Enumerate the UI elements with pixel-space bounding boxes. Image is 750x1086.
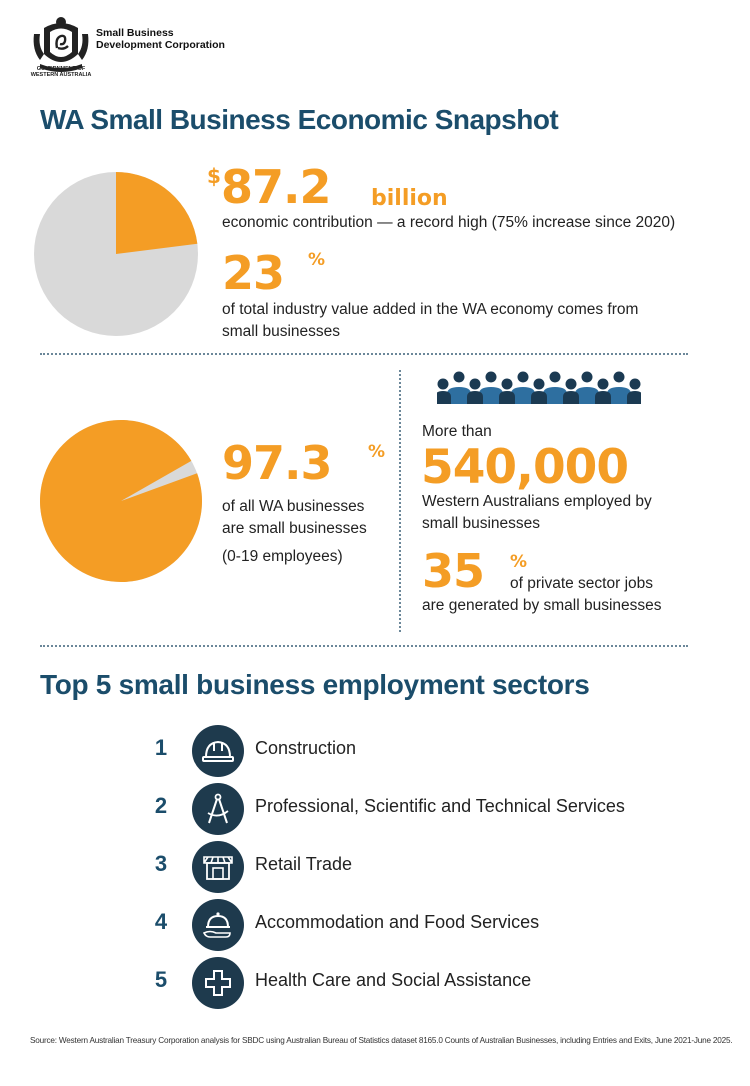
shopfront-icon — [192, 841, 244, 893]
person-head — [566, 379, 577, 390]
sector-label: Health Care and Social Assistance — [255, 970, 532, 990]
person-head-back — [582, 372, 593, 383]
person-head — [502, 379, 513, 390]
pie-slice-small-business — [40, 420, 202, 582]
sector-rank: 5 — [154, 967, 168, 992]
business-share-description: of all WA businesses are small businesses (0-19 employees) — [222, 498, 367, 565]
sectors-heading: Top 5 small business employment sectors — [40, 669, 590, 700]
government-of-wa-caption: GOVERNMENT OF WESTERN AUSTRALIA — [30, 66, 92, 78]
pie-slice-small-business — [116, 172, 197, 254]
contribution-value: 87.2 — [221, 160, 331, 214]
food-cloche-icon — [192, 899, 244, 951]
sector-rank: 1 — [154, 735, 168, 760]
person-body-front — [467, 391, 483, 404]
compass-icon — [192, 783, 244, 835]
economic-contribution-stat — [207, 162, 707, 214]
sector-rank: 3 — [154, 851, 168, 876]
sector-label: Accommodation and Food Services — [255, 912, 540, 932]
section-divider-2 — [40, 645, 688, 647]
source-footnote: Source: Western Australian Treasury Corporation analysis for SBDC using Australian Bureau of Statistics dataset 8165.0 Counts of Australian Businesses, including Entries and Exits, June 2021-June 2025. — [30, 1036, 733, 1045]
person-body-front — [595, 391, 611, 404]
industry-value-description: of total industry value added in the WA economy comes from small businesses — [222, 301, 639, 340]
person-body-front — [531, 391, 547, 404]
sector-rank: 2 — [154, 793, 168, 818]
sector-item-1 — [150, 725, 710, 775]
dollar-sign: $ — [207, 164, 220, 188]
person-body-front — [437, 391, 451, 404]
employment-number: 540,000 — [421, 440, 629, 495]
sector-label: Construction — [255, 738, 357, 758]
person-head — [630, 379, 641, 390]
industry-value-pie-chart — [34, 172, 198, 336]
business-share-number: 97.3 — [222, 436, 332, 490]
organisation-name: Small Business Development Corporation — [96, 27, 225, 51]
industry-value-stat — [222, 246, 362, 298]
sector-item-4 — [150, 899, 710, 949]
hard-hat-icon — [192, 725, 244, 777]
sector-item-3 — [150, 841, 710, 891]
private-jobs-percent: % — [510, 552, 528, 572]
person-head-back — [614, 372, 625, 383]
sector-label: Professional, Scientific and Technical Services — [255, 796, 625, 816]
contribution-description: economic contribution — a record high (75% increase since 2020) — [222, 214, 676, 231]
contribution-unit: billion — [371, 186, 448, 211]
employment-description: Western Australians employed by small businesses — [422, 493, 652, 532]
person-body-front — [563, 391, 579, 404]
person-head — [470, 379, 481, 390]
column-divider — [399, 370, 401, 632]
industry-value-number: 23 — [222, 246, 285, 300]
sector-item-2 — [150, 783, 710, 833]
section-divider — [40, 353, 688, 355]
person-head-back — [550, 372, 561, 383]
medical-cross-icon — [192, 957, 244, 1009]
person-head — [598, 379, 609, 390]
industry-value-percent: % — [308, 250, 326, 270]
sector-label: Retail Trade — [255, 854, 353, 874]
page-title: WA Small Business Economic Snapshot — [40, 104, 559, 135]
sector-rank: 4 — [154, 909, 168, 934]
sector-item-5 — [150, 957, 710, 1007]
business-share-percent: % — [368, 442, 386, 462]
person-head — [534, 379, 545, 390]
person-body-front — [499, 391, 515, 404]
private-jobs-description: of private sector jobs are generated by small businesses — [422, 575, 662, 614]
person-head — [438, 379, 449, 390]
business-share-stat — [222, 436, 397, 488]
people-crowd-icon — [437, 370, 641, 406]
person-head-back — [486, 372, 497, 383]
private-jobs-number: 35 — [422, 544, 485, 598]
employment-prefix: More than — [422, 423, 492, 440]
person-body-front — [627, 391, 641, 404]
person-head-back — [454, 372, 465, 383]
small-business-share-pie-chart — [40, 420, 202, 582]
person-head-back — [518, 372, 529, 383]
